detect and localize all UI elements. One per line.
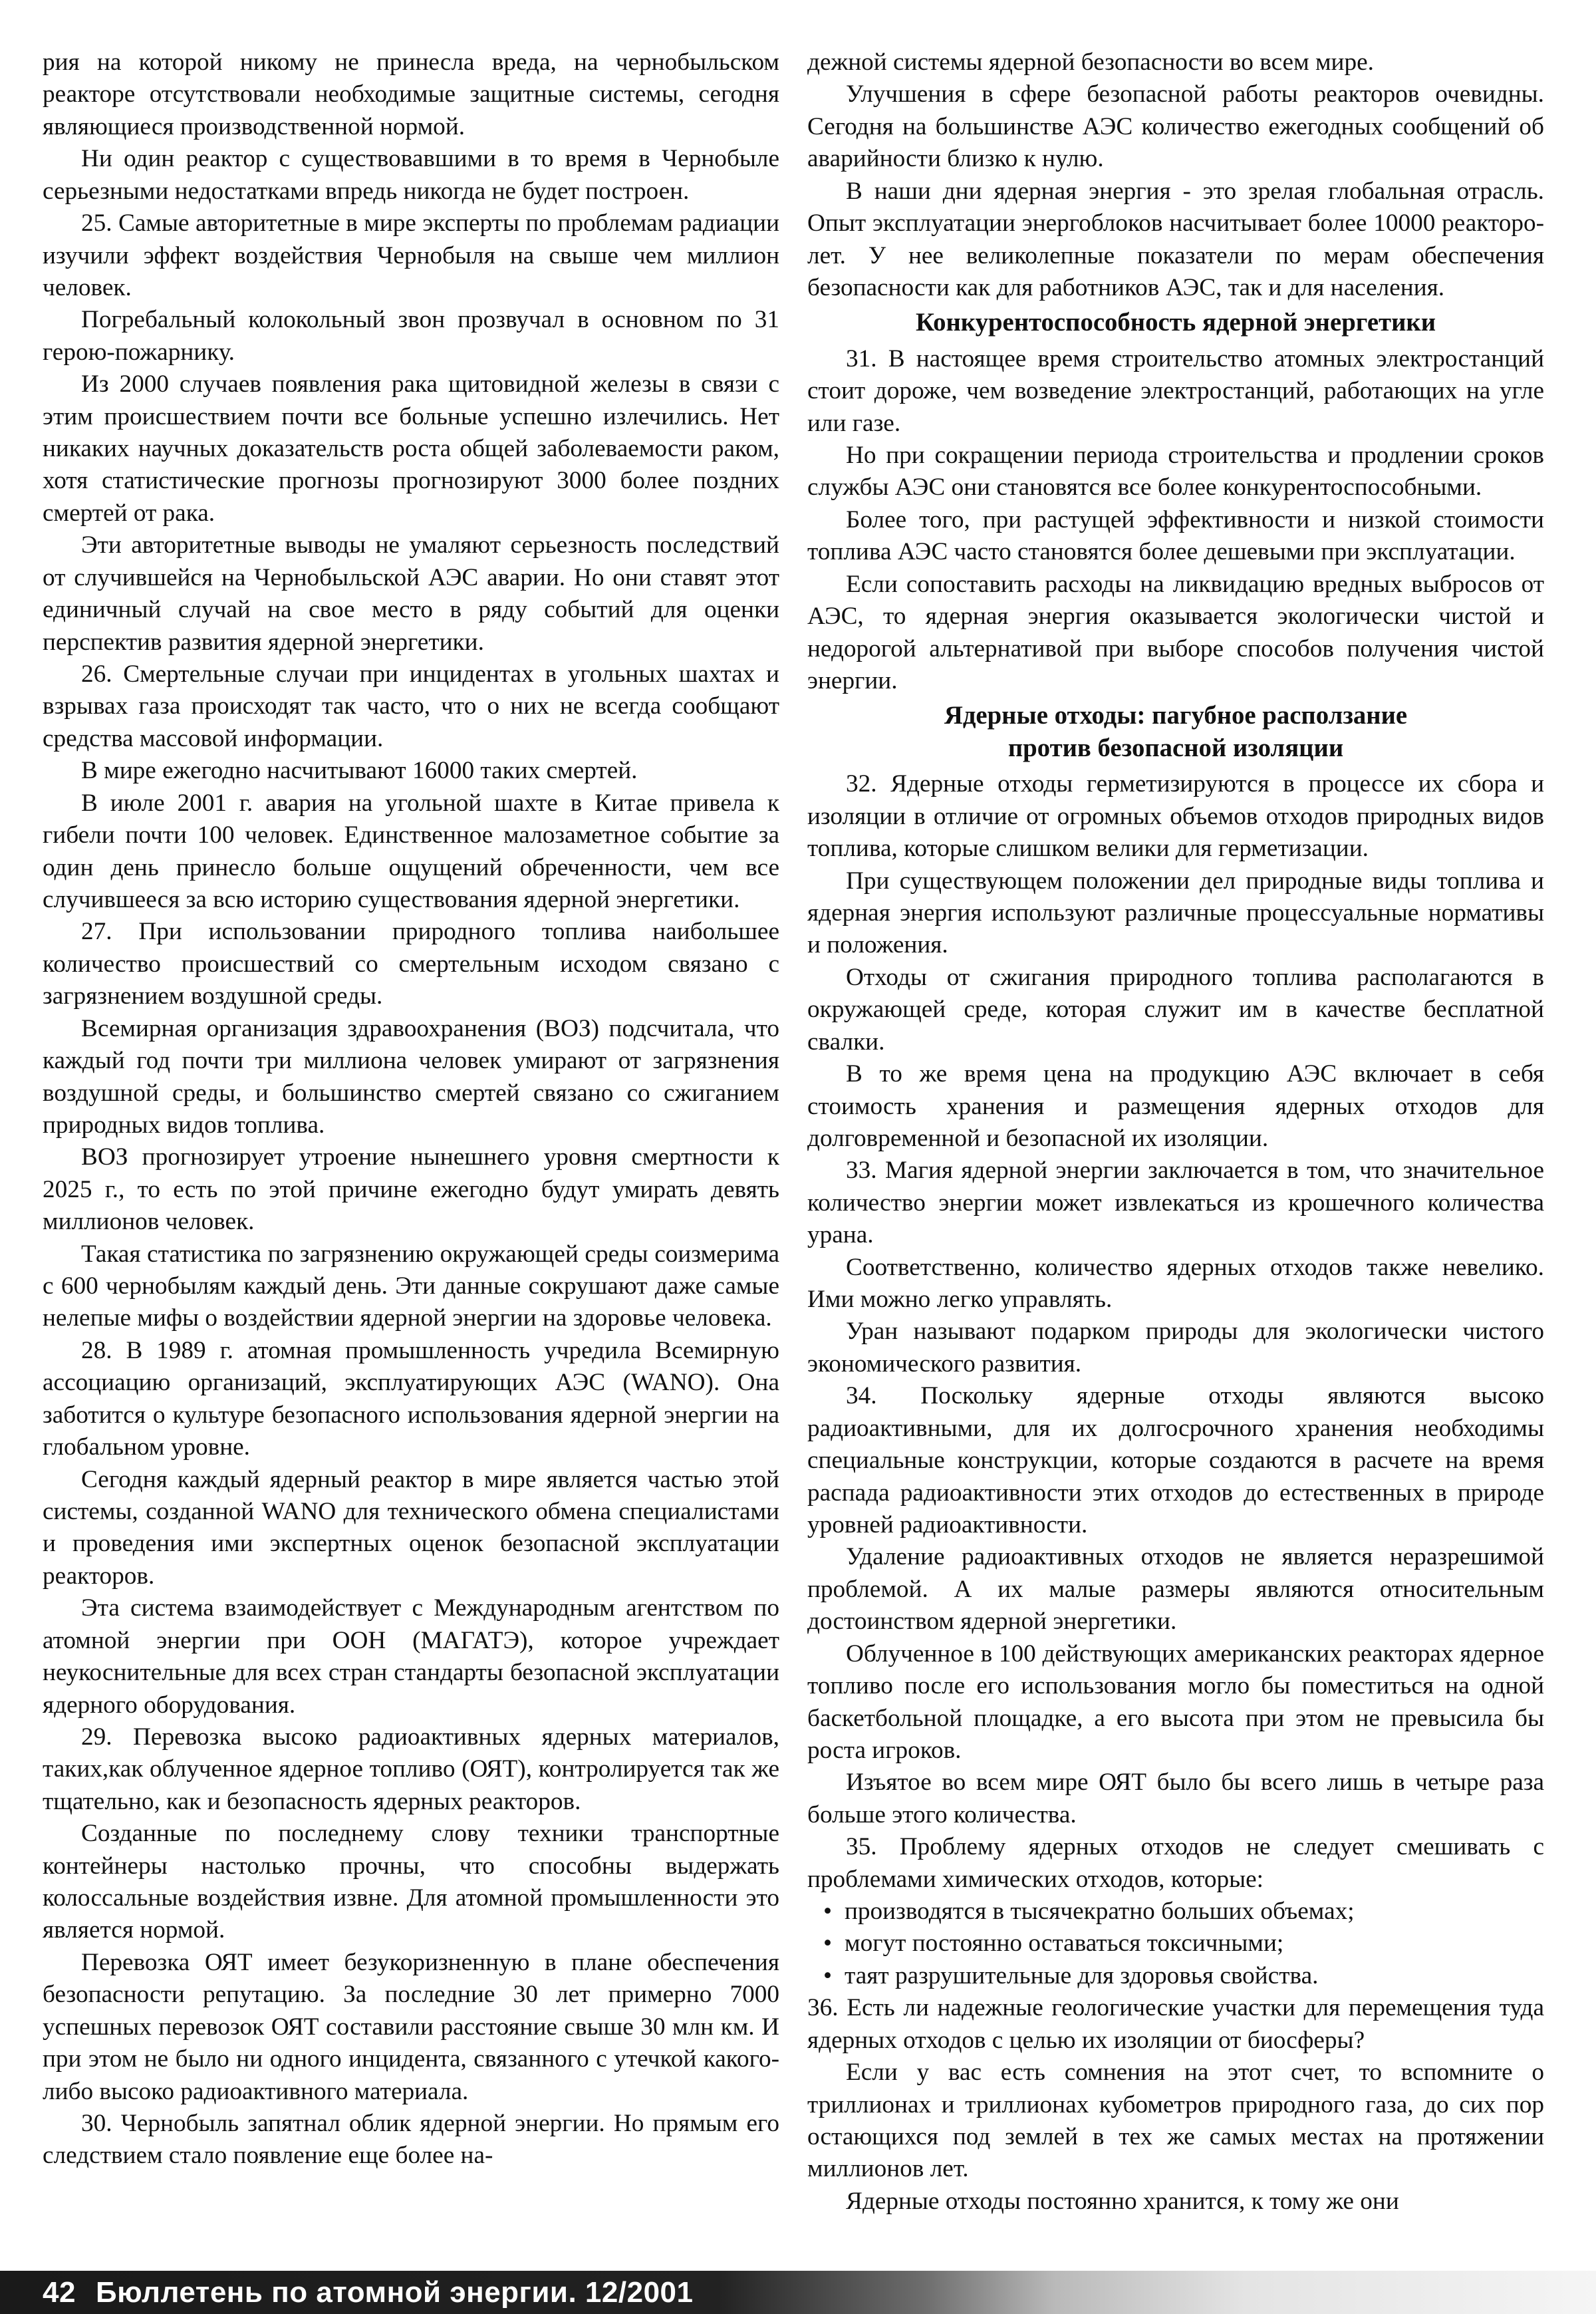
- bullet-list: [807, 1896, 1544, 1992]
- right-column: [807, 47, 1544, 2218]
- paragraph: 35. Проблему ядерных отходов не следует смешивать с проблемами химических отходов, которые:: [807, 1833, 1544, 1893]
- paragraph: В мире ежегодно насчитывают 16000 таких смертей.: [81, 757, 638, 785]
- paragraph: Соответственно, количество ядерных отходов также невелико. Ими можно легко управлять.: [807, 1253, 1544, 1314]
- paragraph: ВОЗ прогнозирует утроение нынешнего уровня смертности к 2025 г., то есть по этой причине ежегодно будут умирать девять миллионов человек.: [43, 1143, 779, 1236]
- paragraph: Всемирная организация здравоохранения (ВОЗ) подсчитала, что каждый год почти три миллиона человек умирают от загрязнения воздушной среды, и большинство смертей связано со сжиганием природных видов топлива.: [43, 1014, 779, 1139]
- paragraph: 26. Смертельные случаи при инцидентах в угольных шахтах и взрывах газа происходят так часто, что о них не всегда сообщают средства массовой информации.: [43, 660, 779, 752]
- paragraph: 28. В 1989 г. атомная промышленность учредила Всемирную ассоциацию организаций, эксплуатирующих АЭС (WANO). Она заботится о культуре безопасного использования ядерной энергии на глобальном уровне.: [43, 1336, 779, 1461]
- paragraph: Погребальный колокольный звон прозвучал в основном по 31 герою-пожарнику.: [43, 306, 779, 366]
- paragraph: Перевозка ОЯТ имеет безукоризненную в плане обеспечения безопасности репутацию. За последние 30 лет примерно 7000 успешных перевозок ОЯТ составили расстояние свыше 30 млн км. И при этом не было ни одного инцидента, связанного с утечкой какого-либо высоко радиоактивного материала.: [43, 1948, 779, 2105]
- section-heading-competitiveness: Конкурентоспособность ядерной энергетики: [915, 308, 1436, 337]
- paragraph: Улучшения в сфере безопасной работы реакторов очевидны. Сегодня на большинстве АЭС количество ежегодных сообщений об аварийности близко к нулю.: [807, 80, 1544, 173]
- paragraph: Но при сокращении периода строительства и продлении сроков службы АЭС они становятся все более конкурентоспособными.: [807, 442, 1544, 502]
- footer-text: [43, 2276, 693, 2309]
- left-column: [43, 47, 779, 2172]
- footer-bar: [0, 2271, 1596, 2314]
- paragraph: Ни один реактор с существовавшими в то время в Чернобыле серьезными недостатками впредь никогда не будет построен.: [43, 145, 779, 205]
- paragraph: Изъятое во всем мире ОЯТ было бы всего лишь в четыре раза больше этого количества.: [807, 1769, 1544, 1828]
- paragraph: Созданные по последнему слову техники транспортные контейнеры настолько прочны, что способны выдержать колоссальные воздействия извне. Для атомной промышленности это является нормой.: [43, 1820, 779, 1944]
- paragraph: Облученное в 100 действующих американских реакторах ядерное топливо после его использования могло бы поместиться на одной баскетбольной площадке, а его высота при этом не превысила бы роста игроков.: [807, 1640, 1544, 1764]
- paragraph: В июле 2001 г. авария на угольной шахте в Китае привела к гибели почти 100 человек. Единственное малозаметное событие за один день принесло больше ощущений обреченности, чем все случившееся за всю историю существования ядерной энергетики.: [43, 789, 779, 913]
- paragraph: Если у вас есть сомнения на этот счет, то вспомните о триллионах и триллионах кубометров природного газа, до сих пор остающихся под землей в тех же самых местах на протяжении миллионов лет.: [807, 2059, 1544, 2183]
- paragraph: рия на которой никому не принесла вреда, на чернобыльском реакторе отсутствовали необходимые защитные системы, сегодня являющиеся производственной нормой.: [43, 49, 779, 140]
- paragraph: Отходы от сжигания природного топлива располагаются в окружающей среде, которая служит им в качестве бесплатной свалки.: [807, 963, 1544, 1056]
- heading-line-1: Ядерные отходы: пагубное расползание: [944, 701, 1408, 730]
- bullet-icon: •: [823, 1930, 833, 1957]
- right-intro: [807, 47, 1544, 304]
- paragraph: Эта система взаимодействует с Международным агентством по атомной энергии при ООН (МАГАТЭ), которое учреждает неукоснительные для всех стран стандарты безопасной эксплуатации ядерного оборудования.: [43, 1594, 779, 1719]
- bullet-item: [807, 1960, 1544, 1992]
- paragraph: Ядерные отходы постоянно хранится, к тому же они: [846, 2187, 1399, 2215]
- bullet-text: таят разрушительные для здоровья свойства.: [845, 1961, 1319, 1989]
- paragraph: 33. Магия ядерной энергии заключается в том, что значительное количество энергии может извлекаться из крошечного количества урана.: [807, 1157, 1544, 1249]
- paragraph: 34. Поскольку ядерные отходы являются высоко радиоактивными, для их долгосрочного хранения необходимы специальные конструкции, которые создаются в расчете на время распада радиоактивности этих отходов до естественных в природе уровней радиоактивности.: [807, 1382, 1544, 1538]
- paragraph: Такая статистика по загрязнению окружающей среды соизмерима с 600 чернобылям каждый день. Эти данные сокрушают даже самые нелепые мифы о воздействии ядерной энергии на здоровье человека.: [43, 1240, 779, 1332]
- paragraph: В то же время цена на продукцию АЭС включает в себя стоимость хранения и размещения ядерных отходов для долговременной и безопасной их изоляции.: [807, 1060, 1544, 1152]
- publication-title: Бюллетень по атомной энергии. 12/2001: [95, 2276, 694, 2309]
- paragraph: Из 2000 случаев появления рака щитовидной железы в связи с этим происшествием почти все больные успешно излечились. Нет никаких научных доказательств роста общей заболеваемости раком, хотя статистические прогнозы прогнозируют 3000 более поздних смертей от рака.: [43, 370, 779, 527]
- bullet-icon: •: [823, 1898, 833, 1926]
- paragraph: Если сопоставить расходы на ликвидацию вредных выбросов от АЭС, то ядерная энергия оказывается экологически чистой и недорогой альтернативой при выборе способов получения чистой энергии.: [807, 570, 1544, 695]
- paragraph: 30. Чернобыль запятнал облик ядерной энергии. Но прямым его следствием стало появление еще более на-: [43, 2110, 779, 2170]
- paragraph: Эти авторитетные выводы не умаляют серьезность последствий от случившейся на Чернобыльской АЭС аварии. Но они ставят этот единичный случай на свое место в ряду событий для оценки перспектив развития ядерной энергетики.: [43, 531, 779, 656]
- paragraph: 31. В настоящее время строительство атомных электростанций стоит дороже, чем возведение электростанций, работающих на угле или газе.: [807, 345, 1544, 437]
- paragraph: Более того, при растущей эффективности и низкой стоимости топлива АЭС часто становятся более дешевыми при эксплуатации.: [807, 506, 1544, 566]
- page-number: 42: [43, 2276, 76, 2309]
- paragraph: 36. Есть ли надежные геологические участки для перемещения туда ядерных отходов с целью их изоляции от биосферы?: [807, 1994, 1544, 2054]
- paragraph: 32. Ядерные отходы герметизируются в процессе их сбора и изоляции в отличие от огромных объемов отходов природных видов топлива, которые слишком велики для герметизации.: [807, 770, 1544, 863]
- bullet-item: [807, 1896, 1544, 1928]
- section-competitiveness: [807, 343, 1544, 698]
- bullet-item: [807, 1928, 1544, 1959]
- paragraph: 25. Самые авторитетные в мире эксперты по проблемам радиации изучили эффект воздействия Чернобыля на свыше чем миллион человек.: [43, 210, 779, 301]
- paragraph: Удаление радиоактивных отходов не является неразрешимой проблемой. А их малые размеры являются относительным достоинством ядерной энергетики.: [807, 1543, 1544, 1636]
- section-heading-nuclear-waste: [807, 700, 1544, 764]
- heading-line-2: против безопасной изоляции: [1007, 733, 1344, 762]
- paragraph: Сегодня каждый ядерный реактор в мире является частью этой системы, созданной WANO для технического обмена специалистами и проведения ими экспертных оценок безопасной эксплуатации реакторов.: [43, 1465, 779, 1590]
- paragraph: 27. При использовании природного топлива наибольшее количество происшествий со смертельным исходом связано с загрязнением воздушной среды.: [43, 918, 779, 1010]
- paragraph: В наши дни ядерная энергия - это зрелая глобальная отрасль. Опыт эксплуатации энергоблоков насчитывает более 10000 реакторо-лет. У нее великолепные показатели по мерам обеспечения безопасности как для работников АЭС, так и для населения.: [807, 177, 1544, 301]
- paragraph: 29. Перевозка высоко радиоактивных ядерных материалов, таких,как облученное ядерное топливо (ОЯТ), контролируется так же тщательно, как и безопасность ядерных реакторов.: [43, 1723, 779, 1815]
- paragraph: Уран называют подарком природы для экологически чистого экономического развития.: [807, 1318, 1544, 1377]
- bullet-text: могут постоянно оставаться токсичными;: [845, 1930, 1284, 1957]
- bullet-text: производятся в тысячекратно больших объемах;: [845, 1898, 1355, 1926]
- bullet-icon: •: [823, 1961, 833, 1989]
- section-nuclear-waste: [807, 768, 1544, 1896]
- paragraph: дежной системы ядерной безопасности во всем мире.: [807, 49, 1374, 76]
- paragraph: При существующем положении дел природные виды топлива и ядерная энергия используют различные процессуальные нормативы и положения.: [807, 867, 1544, 959]
- section-geology: [807, 1992, 1544, 2218]
